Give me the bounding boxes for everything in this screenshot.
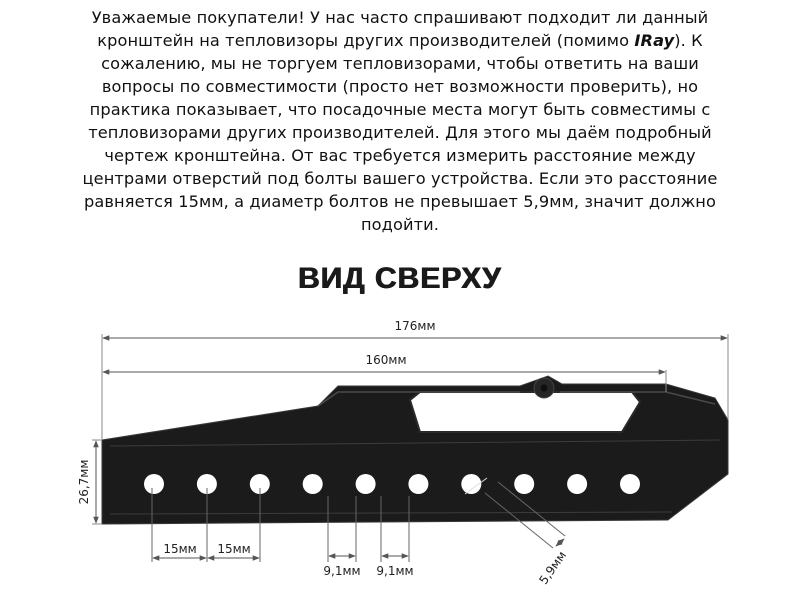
intro-line: сожалению, мы не торгуем тепловизорами, чтобы ответить на ваши	[101, 54, 699, 73]
dimension-label-gap-2: 9,1мм	[376, 564, 414, 578]
intro-line: центрами отверстий под болты вашего устройства. Если это расстояние	[82, 169, 718, 188]
bolt-knob-center	[541, 385, 548, 392]
mounting-hole	[620, 474, 640, 494]
dimension-label-spacing-2: 15мм	[217, 542, 251, 556]
mounting-hole	[567, 474, 587, 494]
mounting-hole	[408, 474, 428, 494]
brand-name: IRay	[634, 31, 675, 50]
dimension-label-diameter: 5,9мм	[536, 548, 570, 587]
intro-line: равняется 15мм, а диаметр болтов не превышает 5,9мм, значит должно	[84, 192, 716, 211]
dimension-label-height: 26,7мм	[77, 459, 91, 505]
intro-line-text: ). К	[674, 31, 703, 50]
dimension-label-spacing-1: 15мм	[163, 542, 197, 556]
bracket-slot	[410, 392, 640, 432]
intro-line: чертеж кронштейна. От вас требуется измерить расстояние между	[104, 146, 696, 165]
intro-line: тепловизорами других производителей. Для этого мы даём подробный	[88, 123, 712, 142]
section-heading: ВИД СВЕРХУ	[298, 262, 502, 295]
intro-line: Уважаемые покупатели! У нас часто спрашивают подходит ли данный	[91, 8, 709, 27]
intro-line: практика показывает, что посадочные места могут быть совместимы с	[89, 100, 711, 119]
mounting-hole	[514, 474, 534, 494]
dimension-label-total: 176мм	[394, 319, 436, 333]
mounting-hole	[303, 474, 323, 494]
bracket-body	[102, 376, 728, 524]
mounting-hole	[356, 474, 376, 494]
mounting-hole	[144, 474, 164, 494]
intro-line-text: кронштейн на тепловизоры других производителей (помимо	[97, 31, 635, 50]
intro-line: вопросы по совместимости (просто нет возможности проверить), но	[101, 77, 699, 96]
dimension-label-gap-1: 9,1мм	[323, 564, 361, 578]
dimension-label-base: 160мм	[365, 353, 407, 367]
dimension-height	[77, 440, 102, 524]
intro-line: подойти.	[361, 215, 439, 234]
